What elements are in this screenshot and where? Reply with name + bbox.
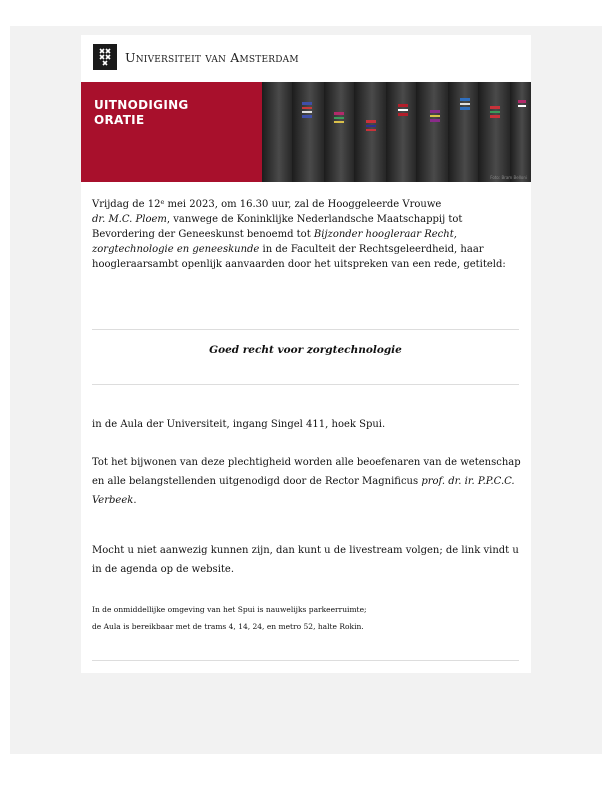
oration-title: Goed recht voor zorgtechnologie	[209, 344, 402, 356]
divider-footer	[92, 660, 519, 661]
header-banner	[81, 82, 531, 182]
invite-text: Tot het bijwonen van deze plechtigheid worden alle beoefenaren van de wetenschap en alle belangstellenden uitgenodigd door de Rector Magnificus	[92, 457, 521, 487]
divider-bottom	[92, 384, 519, 385]
invite-paragraph	[92, 453, 522, 510]
banner-red-panel	[81, 82, 262, 182]
university-logo	[93, 44, 299, 70]
speaker-name: dr. M.C. Ploem	[92, 214, 167, 225]
livestream-paragraph: Mocht u niet aanwezig kunnen zijn, dan kunt u de livestream volgen; de link vindt u in de agenda op de website.	[92, 545, 519, 575]
intro-text-1: mei 2023, om 16.30 uur, zal de Hooggeleerde Vrouwe	[164, 199, 442, 210]
professorship-title: Bijzonder hoogleraar Recht, zorgtechnologie en geneeskunde	[92, 229, 457, 255]
banner-title-line1: UITNODIGING	[94, 98, 189, 112]
intro-paragraph	[92, 197, 522, 272]
parking-line-1: In de onmiddellijke omgeving van het Spui is nauwelijks parkeerruimte;	[92, 605, 367, 614]
university-name: Universiteit van Amsterdam	[125, 49, 299, 65]
intro-text-2: , vanwege de Koninklijke Nederlandsche Maatschappij tot Bevordering der Geneeskunst benoemd tot	[92, 214, 463, 240]
intro-text-3: in de Faculteit der Rechtsgeleerdheid, haar hoogleraarsambt openlijk aanvaarden door het uitspreken van een rede, getiteld:	[92, 244, 506, 270]
invitation-card	[81, 35, 531, 673]
uva-crest-icon	[93, 44, 117, 70]
intro-date: Vrijdag de 12	[92, 199, 161, 210]
gowns-photo	[262, 82, 531, 182]
banner-title	[94, 98, 189, 128]
photo-credit: Foto: Bram Belloni	[490, 175, 527, 180]
location-paragraph: in de Aula der Universiteit, ingang Singel 411, hoek Spui.	[92, 419, 386, 430]
parking-note	[92, 601, 522, 635]
parking-line-2: de Aula is bereikbaar met de trams 4, 14, 24, en metro 52, halte Rokin.	[92, 622, 364, 631]
banner-title-line2: ORATIE	[94, 113, 145, 127]
intro-date-suffix: e	[160, 198, 165, 206]
rector-name: prof. dr. ir. P.P.C.C. Verbeek	[92, 476, 515, 506]
invite-period: .	[133, 495, 137, 506]
divider-top	[92, 329, 519, 330]
